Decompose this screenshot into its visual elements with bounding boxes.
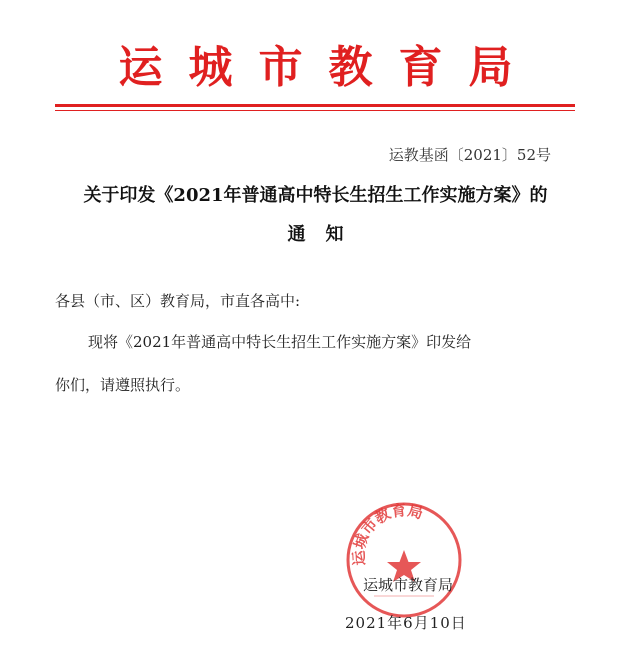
document-title-line1: 关于印发《2021年普通高中特长生招生工作实施方案》的 [83,185,548,206]
salutation: 各县（市、区）教育局，市直各高中: [55,292,301,310]
body-paragraph-line2: 你们，请遵照执行。 [55,376,191,394]
seal-text: 运城市教育局 [349,501,425,567]
document-number: 运教基函〔2021〕52号 [388,146,551,164]
header-red-rule-thick [55,104,575,107]
issuer-header-title: 运城市教育局 [118,42,539,93]
signature-date: 2021年6月10日 [345,614,467,632]
svg-text:运城市教育局 [350,501,425,566]
body-paragraph-line1: 现将《2021年普通高中特长生招生工作实施方案》印发给 [88,333,472,351]
signature-issuer: 运城市教育局 [363,576,454,594]
header-red-rule-thin [55,110,575,111]
document-title-line2: 通知 [287,224,364,245]
official-seal-stamp [344,500,464,620]
